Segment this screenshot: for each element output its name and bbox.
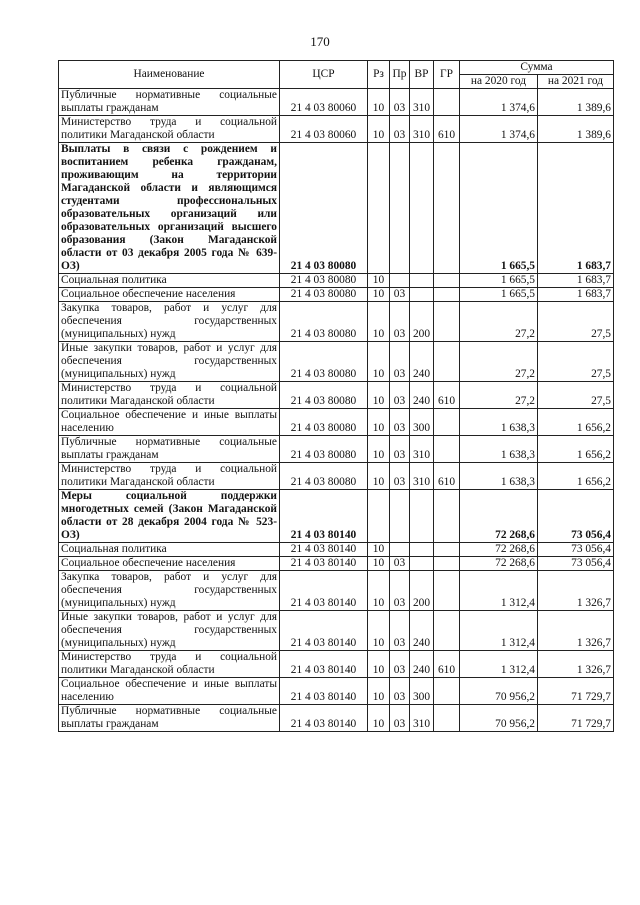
row-sum-2020: 1 374,6 [460,116,538,143]
header-rz: Рз [368,61,390,89]
row-sum-2020: 72 268,6 [460,490,538,543]
row-rz: 10 [368,89,390,116]
row-gr [434,543,460,557]
row-vr: 300 [410,409,434,436]
row-sum-2020: 1 374,6 [460,89,538,116]
row-gr: 610 [434,651,460,678]
row-vr: 310 [410,463,434,490]
row-csr: 21 4 03 80060 [280,89,368,116]
row-rz: 10 [368,409,390,436]
table-body [59,89,614,732]
row-vr: 310 [410,705,434,732]
row-name: Министерство труда и социальной политики Магаданской области [59,651,280,678]
row-name: Закупка товаров, работ и услуг для обеспечения государственных (муниципальных) нужд [59,571,280,611]
row-sum-2020: 27,2 [460,342,538,382]
row-pr: 03 [390,288,410,302]
row-pr: 03 [390,557,410,571]
row-gr [434,611,460,651]
row-sum-2020: 1 665,5 [460,143,538,274]
table-row [59,409,614,436]
table-row [59,89,614,116]
table-row [59,611,614,651]
header-csr: ЦСР [280,61,368,89]
row-rz: 10 [368,543,390,557]
row-gr [434,288,460,302]
row-sum-2021: 27,5 [538,342,614,382]
row-gr [434,436,460,463]
page-number: 170 [310,34,330,49]
row-name: Выплаты в связи с рождением и воспитанием ребенка гражданам, проживающим на территории Магаданской области и являющимся студентами профессиональных образовательных организаций или образовательных организаций высшего образования (Закон Магаданской области от 03 декабря 2005 года № 639-ОЗ) [59,143,280,274]
row-pr: 03 [390,116,410,143]
header-sum: Сумма [460,61,614,75]
row-pr: 03 [390,409,410,436]
table-row [59,288,614,302]
row-csr: 21 4 03 80080 [280,409,368,436]
row-sum-2020: 1 312,4 [460,651,538,678]
row-vr [410,288,434,302]
row-csr: 21 4 03 80060 [280,116,368,143]
row-name: Публичные нормативные социальные выплаты гражданам [59,705,280,732]
row-csr: 21 4 03 80140 [280,705,368,732]
table-row [59,302,614,342]
row-sum-2021: 1 326,7 [538,571,614,611]
row-name: Социальная политика [59,274,280,288]
row-vr [410,490,434,543]
row-csr: 21 4 03 80080 [280,274,368,288]
row-rz: 10 [368,678,390,705]
row-gr [434,274,460,288]
row-pr: 03 [390,463,410,490]
row-vr: 240 [410,651,434,678]
row-pr [390,143,410,274]
row-csr: 21 4 03 80080 [280,342,368,382]
row-pr: 03 [390,436,410,463]
row-pr: 03 [390,678,410,705]
row-pr: 03 [390,571,410,611]
row-rz: 10 [368,571,390,611]
row-pr [390,543,410,557]
table-row [59,463,614,490]
row-name: Социальная политика [59,543,280,557]
row-vr: 240 [410,382,434,409]
row-sum-2021: 1 389,6 [538,89,614,116]
header-name: Наименование [59,61,280,89]
row-pr: 03 [390,382,410,409]
row-gr: 610 [434,116,460,143]
row-gr [434,705,460,732]
row-vr [410,543,434,557]
row-sum-2021: 73 056,4 [538,490,614,543]
row-pr: 03 [390,651,410,678]
table-row [59,678,614,705]
row-rz: 10 [368,382,390,409]
row-csr: 21 4 03 80140 [280,571,368,611]
table-row [59,116,614,143]
table-row [59,436,614,463]
row-sum-2020: 70 956,2 [460,705,538,732]
row-csr: 21 4 03 80080 [280,436,368,463]
row-name: Публичные нормативные социальные выплаты гражданам [59,89,280,116]
table-row [59,274,614,288]
row-csr: 21 4 03 80140 [280,490,368,543]
row-rz: 10 [368,436,390,463]
row-csr: 21 4 03 80080 [280,302,368,342]
row-pr: 03 [390,611,410,651]
row-sum-2021: 1 683,7 [538,274,614,288]
row-gr [434,143,460,274]
budget-table [58,60,614,732]
row-sum-2021: 71 729,7 [538,705,614,732]
row-vr [410,143,434,274]
row-name: Социальное обеспечение населения [59,557,280,571]
row-gr: 610 [434,463,460,490]
row-sum-2021: 1 683,7 [538,143,614,274]
row-rz: 10 [368,463,390,490]
row-sum-2021: 1 389,6 [538,116,614,143]
row-name: Министерство труда и социальной политики Магаданской области [59,463,280,490]
row-csr: 21 4 03 80140 [280,611,368,651]
row-csr: 21 4 03 80080 [280,463,368,490]
row-sum-2021: 1 656,2 [538,436,614,463]
row-rz: 10 [368,274,390,288]
row-csr: 21 4 03 80140 [280,651,368,678]
table-row [59,342,614,382]
row-sum-2020: 1 312,4 [460,611,538,651]
row-vr: 240 [410,342,434,382]
table-header [59,61,614,89]
row-rz: 10 [368,302,390,342]
row-sum-2021: 1 656,2 [538,463,614,490]
row-vr: 310 [410,116,434,143]
row-sum-2021: 27,5 [538,382,614,409]
row-pr: 03 [390,342,410,382]
row-sum-2020: 70 956,2 [460,678,538,705]
row-pr: 03 [390,302,410,342]
row-name: Социальное обеспечение и иные выплаты населению [59,678,280,705]
row-gr [434,89,460,116]
row-gr [434,557,460,571]
row-rz: 10 [368,651,390,678]
row-sum-2021: 1 326,7 [538,611,614,651]
row-rz [368,143,390,274]
row-vr: 200 [410,302,434,342]
row-name: Социальное обеспечение населения [59,288,280,302]
header-gr: ГР [434,61,460,89]
row-csr: 21 4 03 80080 [280,288,368,302]
row-vr: 300 [410,678,434,705]
row-sum-2020: 1 665,5 [460,274,538,288]
row-vr [410,274,434,288]
header-vr: ВР [410,61,434,89]
row-gr [434,342,460,382]
row-name: Закупка товаров, работ и услуг для обеспечения государственных (муниципальных) нужд [59,302,280,342]
row-rz: 10 [368,342,390,382]
row-rz: 10 [368,705,390,732]
header-pr: Пр [390,61,410,89]
row-sum-2021: 1 656,2 [538,409,614,436]
row-csr: 21 4 03 80080 [280,382,368,409]
row-name: Иные закупки товаров, работ и услуг для обеспечения государственных (муниципальных) нужд [59,342,280,382]
table-row [59,382,614,409]
row-name: Иные закупки товаров, работ и услуг для обеспечения государственных (муниципальных) нужд [59,611,280,651]
row-gr [434,571,460,611]
row-sum-2020: 1 638,3 [460,409,538,436]
row-sum-2020: 72 268,6 [460,543,538,557]
row-gr [434,678,460,705]
row-gr [434,302,460,342]
row-sum-2020: 1 638,3 [460,436,538,463]
row-sum-2020: 27,2 [460,382,538,409]
row-name: Меры социальной поддержки многодетных семей (Закон Магаданской области от 28 декабря 2004 года № 523-ОЗ) [59,490,280,543]
row-name: Социальное обеспечение и иные выплаты населению [59,409,280,436]
row-gr [434,409,460,436]
row-rz [368,490,390,543]
row-rz: 10 [368,116,390,143]
row-vr: 310 [410,436,434,463]
table-row [59,143,614,274]
row-rz: 10 [368,557,390,571]
row-rz: 10 [368,288,390,302]
row-csr: 21 4 03 80140 [280,557,368,571]
row-csr: 21 4 03 80140 [280,543,368,557]
row-sum-2020: 1 312,4 [460,571,538,611]
header-year-2020: на 2020 год [460,75,538,89]
row-rz: 10 [368,611,390,651]
row-sum-2021: 71 729,7 [538,678,614,705]
row-name: Публичные нормативные социальные выплаты гражданам [59,436,280,463]
row-sum-2021: 73 056,4 [538,557,614,571]
row-pr [390,490,410,543]
row-vr: 240 [410,611,434,651]
row-vr: 310 [410,89,434,116]
row-pr [390,274,410,288]
row-sum-2021: 27,5 [538,302,614,342]
row-sum-2020: 72 268,6 [460,557,538,571]
table-row [59,571,614,611]
table-row [59,651,614,678]
row-csr: 21 4 03 80080 [280,143,368,274]
row-name: Министерство труда и социальной политики Магаданской области [59,116,280,143]
row-vr [410,557,434,571]
row-sum-2020: 1 665,5 [460,288,538,302]
row-sum-2020: 27,2 [460,302,538,342]
row-pr: 03 [390,89,410,116]
row-csr: 21 4 03 80140 [280,678,368,705]
table-row [59,543,614,557]
row-pr: 03 [390,705,410,732]
row-vr: 200 [410,571,434,611]
row-sum-2021: 73 056,4 [538,543,614,557]
row-sum-2021: 1 683,7 [538,288,614,302]
header-year-2021: на 2021 год [538,75,614,89]
table-row [59,490,614,543]
row-gr [434,490,460,543]
row-gr: 610 [434,382,460,409]
table-row [59,557,614,571]
row-name: Министерство труда и социальной политики Магаданской области [59,382,280,409]
table-row [59,705,614,732]
row-sum-2021: 1 326,7 [538,651,614,678]
row-sum-2020: 1 638,3 [460,463,538,490]
